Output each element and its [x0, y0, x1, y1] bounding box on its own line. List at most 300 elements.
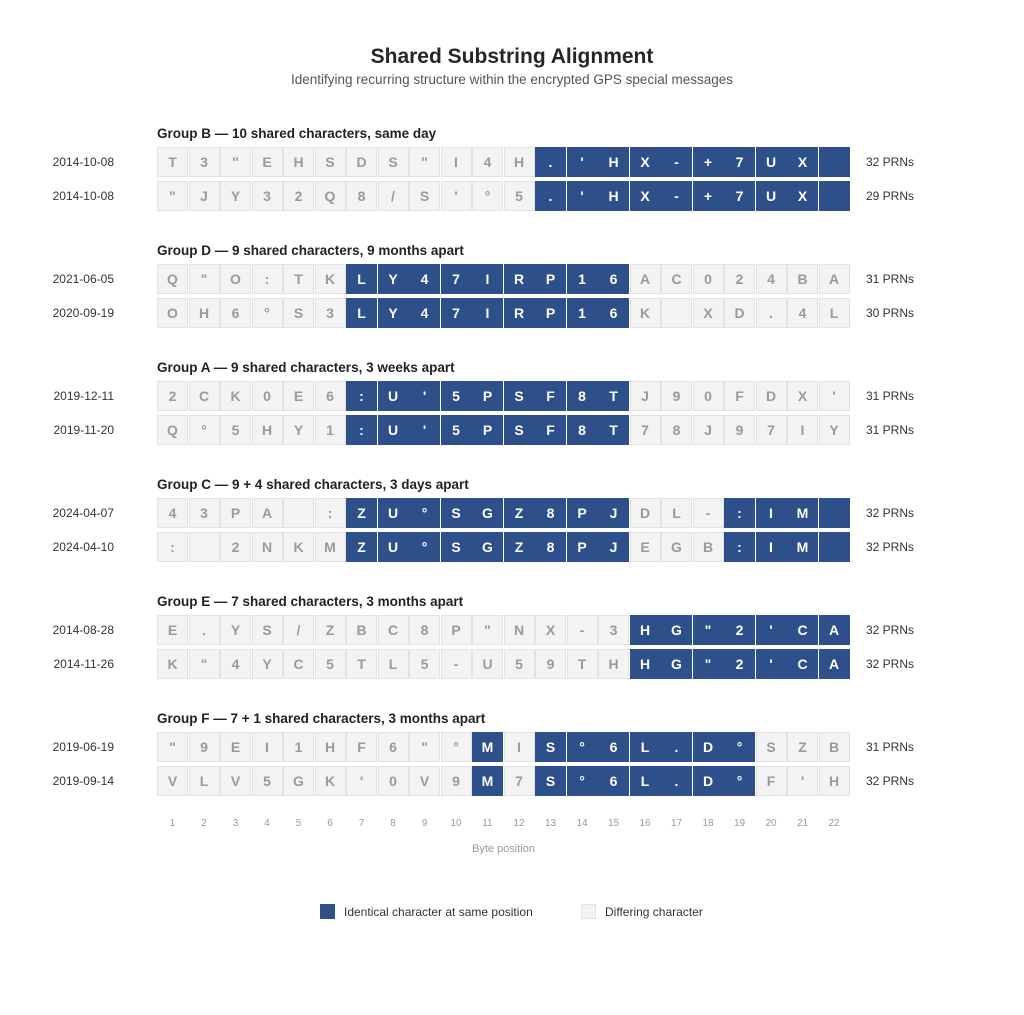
- shared-char-cell: 6: [598, 732, 629, 762]
- diff-char-cell: 9: [189, 732, 220, 762]
- diff-char-cell: 5: [504, 649, 535, 679]
- group-title: Group B — 10 shared characters, same day: [157, 126, 437, 141]
- row-date: 2014-10-08: [52, 155, 114, 169]
- diff-char-cell: Y: [819, 415, 850, 445]
- diff-char-cell: .: [756, 298, 787, 328]
- diff-char-cell: H: [819, 766, 850, 796]
- shared-char-cell: P: [472, 415, 503, 445]
- diff-char-cell: K: [283, 532, 314, 562]
- shared-char-cell: Y: [378, 264, 409, 294]
- shared-char-cell: .: [661, 732, 692, 762]
- diff-char-cell: Q: [315, 181, 346, 211]
- shared-char-cell: S: [441, 532, 472, 562]
- diff-char-cell: ": [189, 649, 220, 679]
- shared-char-cell: I: [472, 264, 503, 294]
- shared-char-cell: C: [787, 615, 818, 645]
- diff-char-cell: 9: [441, 766, 472, 796]
- diff-char-cell: ": [472, 615, 503, 645]
- shared-char-cell: H: [598, 147, 629, 177]
- shared-char-cell: A: [819, 649, 850, 679]
- diff-char-cell: /: [283, 615, 314, 645]
- row-date: 2021-06-05: [52, 272, 114, 286]
- shared-char-cell: :: [724, 498, 755, 528]
- position-tick-label: 14: [576, 818, 588, 829]
- shared-char-cell: A: [819, 615, 850, 645]
- shared-char-cell: L: [630, 732, 661, 762]
- shared-char-cell: 8: [567, 415, 598, 445]
- diff-char-cell: X: [535, 615, 566, 645]
- shared-char-cell: H: [630, 615, 661, 645]
- diff-char-cell: 5: [504, 181, 535, 211]
- shared-char-cell: 7: [441, 264, 472, 294]
- diff-char-cell: 3: [315, 298, 346, 328]
- legend-label-same: Identical character at same position: [344, 904, 533, 919]
- diff-char-cell: F: [756, 766, 787, 796]
- shared-char-cell: ': [567, 181, 598, 211]
- diff-char-cell: 0: [693, 381, 724, 411]
- diff-char-cell: S: [283, 298, 314, 328]
- diff-char-cell: 0: [378, 766, 409, 796]
- diff-char-cell: F: [724, 381, 755, 411]
- diff-char-cell: [283, 498, 314, 528]
- shared-char-cell: 7: [441, 298, 472, 328]
- diff-char-cell: 1: [315, 415, 346, 445]
- position-tick-label: 4: [264, 818, 270, 829]
- row-date: 2019-12-11: [53, 389, 114, 403]
- diff-char-cell: I: [787, 415, 818, 445]
- diff-char-cell: 4: [756, 264, 787, 294]
- diff-char-cell: Y: [283, 415, 314, 445]
- diff-char-cell: T: [157, 147, 188, 177]
- position-tick-label: 11: [482, 818, 493, 829]
- group-title: Group C — 9 + 4 shared characters, 3 days apart: [157, 477, 469, 492]
- diff-char-cell: T: [283, 264, 314, 294]
- diff-char-cell: ": [409, 732, 440, 762]
- shared-char-cell: M: [472, 766, 503, 796]
- shared-char-cell: +: [693, 181, 724, 211]
- diff-char-cell: 3: [598, 615, 629, 645]
- shared-char-cell: ': [756, 649, 787, 679]
- row-prn-count: 32 PRNs: [866, 774, 915, 788]
- diff-char-cell: E: [283, 381, 314, 411]
- shared-char-cell: 1: [567, 298, 598, 328]
- diff-char-cell: [661, 298, 692, 328]
- diff-char-cell: Z: [315, 615, 346, 645]
- diff-char-cell: 4: [787, 298, 818, 328]
- shared-char-cell: U: [378, 532, 409, 562]
- diff-char-cell: ': [819, 381, 850, 411]
- diff-char-cell: [189, 532, 220, 562]
- shared-char-cell: ': [756, 615, 787, 645]
- chart-subtitle: Identifying recurring structure within the encrypted GPS special messages: [291, 72, 733, 87]
- shared-char-cell: 8: [567, 381, 598, 411]
- shared-char-cell: .: [535, 181, 566, 211]
- shared-char-cell: :: [724, 532, 755, 562]
- row-prn-count: 31 PRNs: [866, 740, 915, 754]
- diff-char-cell: I: [504, 732, 535, 762]
- diff-char-cell: 8: [346, 181, 377, 211]
- diff-char-cell: :: [315, 498, 346, 528]
- diff-char-cell: 3: [189, 498, 220, 528]
- shared-char-cell: S: [504, 381, 535, 411]
- shared-char-cell: [819, 147, 850, 177]
- diff-char-cell: ': [346, 766, 377, 796]
- diff-char-cell: 9: [661, 381, 692, 411]
- diff-char-cell: P: [220, 498, 251, 528]
- diff-char-cell: :: [252, 264, 283, 294]
- row-prn-count: 29 PRNs: [866, 189, 915, 203]
- shared-char-cell: P: [535, 298, 566, 328]
- position-tick-label: 10: [450, 818, 462, 829]
- row-date: 2024-04-07: [52, 506, 114, 520]
- diff-char-cell: 3: [252, 181, 283, 211]
- diff-char-cell: N: [252, 532, 283, 562]
- diff-char-cell: L: [378, 649, 409, 679]
- row-prn-count: 30 PRNs: [866, 306, 915, 320]
- shared-char-cell: G: [472, 498, 503, 528]
- diff-char-cell: 3: [189, 147, 220, 177]
- shared-char-cell: 5: [441, 415, 472, 445]
- row-date: 2019-11-20: [53, 423, 114, 437]
- shared-char-cell: G: [661, 649, 692, 679]
- row-prn-count: 32 PRNs: [866, 506, 915, 520]
- shared-char-cell: Z: [504, 498, 535, 528]
- position-tick-label: 15: [607, 818, 620, 829]
- shared-char-cell: U: [378, 498, 409, 528]
- shared-char-cell: I: [756, 498, 787, 528]
- diff-char-cell: 7: [756, 415, 787, 445]
- diff-char-cell: Y: [252, 649, 283, 679]
- row-date: 2014-10-08: [52, 189, 114, 203]
- shared-char-cell: .: [535, 147, 566, 177]
- position-tick-label: 9: [421, 818, 428, 829]
- diff-char-cell: V: [220, 766, 251, 796]
- shared-char-cell: [819, 498, 850, 528]
- diff-char-cell: J: [693, 415, 724, 445]
- shared-char-cell: Z: [346, 498, 377, 528]
- diff-char-cell: 1: [283, 732, 314, 762]
- diff-char-cell: ": [220, 147, 251, 177]
- shared-char-cell: °: [409, 498, 440, 528]
- diff-char-cell: 7: [630, 415, 661, 445]
- diff-char-cell: H: [315, 732, 346, 762]
- position-tick-label: 22: [828, 818, 840, 829]
- diff-char-cell: B: [787, 264, 818, 294]
- shared-char-cell: T: [598, 415, 629, 445]
- position-tick-label: 21: [796, 818, 809, 829]
- shared-char-cell: M: [472, 732, 503, 762]
- shared-char-cell: U: [378, 381, 409, 411]
- diff-char-cell: °: [441, 732, 472, 762]
- row-date: 2020-09-19: [52, 306, 114, 320]
- shared-char-cell: ': [409, 415, 440, 445]
- group-title: Group A — 9 shared characters, 3 weeks apart: [157, 360, 455, 375]
- shared-char-cell: U: [756, 147, 787, 177]
- shared-char-cell: Y: [378, 298, 409, 328]
- shared-char-cell: [819, 181, 850, 211]
- shared-char-cell: 8: [535, 498, 566, 528]
- position-tick-label: 16: [639, 818, 651, 829]
- diff-char-cell: T: [346, 649, 377, 679]
- diff-char-cell: S: [315, 147, 346, 177]
- diff-char-cell: K: [220, 381, 251, 411]
- shared-char-cell: I: [756, 532, 787, 562]
- diff-char-cell: Y: [220, 615, 251, 645]
- diff-char-cell: 5: [315, 649, 346, 679]
- diff-char-cell: E: [157, 615, 188, 645]
- position-tick-label: 8: [390, 818, 396, 829]
- diff-char-cell: S: [756, 732, 787, 762]
- diff-char-cell: B: [819, 732, 850, 762]
- diff-char-cell: O: [220, 264, 251, 294]
- shared-char-cell: 7: [724, 181, 755, 211]
- position-tick-label: 5: [295, 818, 302, 829]
- diff-char-cell: 6: [220, 298, 251, 328]
- diff-char-cell: B: [693, 532, 724, 562]
- position-tick-label: 18: [702, 818, 714, 829]
- diff-char-cell: 6: [378, 732, 409, 762]
- x-axis-label: Byte position: [472, 843, 535, 855]
- shared-char-cell: °: [567, 732, 598, 762]
- diff-char-cell: 5: [220, 415, 251, 445]
- row-prn-count: 31 PRNs: [866, 389, 915, 403]
- diff-char-cell: 7: [504, 766, 535, 796]
- shared-char-cell: F: [535, 381, 566, 411]
- diff-char-cell: 8: [661, 415, 692, 445]
- diff-char-cell: Q: [157, 415, 188, 445]
- diff-char-cell: 2: [283, 181, 314, 211]
- diff-char-cell: A: [819, 264, 850, 294]
- position-tick-label: 3: [232, 818, 239, 829]
- diff-char-cell: 4: [157, 498, 188, 528]
- diff-char-cell: G: [283, 766, 314, 796]
- shared-char-cell: L: [346, 264, 377, 294]
- diff-char-cell: 2: [724, 264, 755, 294]
- diff-char-cell: E: [630, 532, 661, 562]
- shared-char-cell: P: [567, 532, 598, 562]
- diff-char-cell: ': [787, 766, 818, 796]
- diff-char-cell: ': [441, 181, 472, 211]
- shared-char-cell: ": [693, 649, 724, 679]
- diff-char-cell: F: [346, 732, 377, 762]
- diff-char-cell: ": [157, 732, 188, 762]
- shared-char-cell: 8: [535, 532, 566, 562]
- diff-char-cell: E: [220, 732, 251, 762]
- diff-char-cell: 5: [409, 649, 440, 679]
- shared-char-cell: S: [535, 732, 566, 762]
- diff-char-cell: D: [346, 147, 377, 177]
- diff-char-cell: X: [787, 381, 818, 411]
- shared-char-cell: M: [787, 498, 818, 528]
- diff-char-cell: H: [504, 147, 535, 177]
- diff-char-cell: Y: [220, 181, 251, 211]
- shared-char-cell: U: [756, 181, 787, 211]
- shared-char-cell: L: [346, 298, 377, 328]
- shared-char-cell: 2: [724, 615, 755, 645]
- shared-char-cell: Z: [504, 532, 535, 562]
- shared-char-cell: R: [504, 298, 535, 328]
- position-tick-label: 17: [670, 818, 683, 829]
- legend-item-diff: [581, 904, 703, 919]
- shared-char-cell: R: [504, 264, 535, 294]
- position-tick-label: 13: [544, 818, 557, 829]
- shared-char-cell: ': [567, 147, 598, 177]
- group-title: Group E — 7 shared characters, 3 months apart: [157, 594, 464, 609]
- shared-char-cell: S: [441, 498, 472, 528]
- diff-char-cell: S: [252, 615, 283, 645]
- diff-char-cell: -: [441, 649, 472, 679]
- diff-char-cell: V: [157, 766, 188, 796]
- diff-char-cell: S: [378, 147, 409, 177]
- diff-char-cell: K: [157, 649, 188, 679]
- diff-char-cell: H: [252, 415, 283, 445]
- shared-char-cell: [819, 532, 850, 562]
- diff-char-cell: 2: [157, 381, 188, 411]
- row-prn-count: 32 PRNs: [866, 623, 915, 637]
- shared-char-cell: H: [630, 649, 661, 679]
- shared-char-cell: X: [787, 147, 818, 177]
- diff-char-cell: N: [504, 615, 535, 645]
- diff-char-cell: 2: [220, 532, 251, 562]
- position-tick-label: 7: [358, 818, 365, 829]
- diff-char-cell: X: [693, 298, 724, 328]
- shared-char-cell: H: [598, 181, 629, 211]
- diff-char-cell: Q: [157, 264, 188, 294]
- diff-char-cell: K: [315, 766, 346, 796]
- shared-char-cell: °: [567, 766, 598, 796]
- row-date: 2019-06-19: [52, 740, 114, 754]
- diff-char-cell: -: [567, 615, 598, 645]
- diff-char-cell: :: [157, 532, 188, 562]
- diff-char-cell: /: [378, 181, 409, 211]
- diff-char-cell: I: [252, 732, 283, 762]
- row-prn-count: 32 PRNs: [866, 155, 915, 169]
- shared-char-cell: ': [409, 381, 440, 411]
- diff-char-cell: V: [409, 766, 440, 796]
- diff-char-cell: S: [409, 181, 440, 211]
- shared-char-cell: C: [787, 649, 818, 679]
- chart-title: Shared Substring Alignment: [370, 45, 654, 68]
- shared-char-cell: 4: [409, 298, 440, 328]
- diff-char-cell: D: [630, 498, 661, 528]
- shared-char-cell: +: [693, 147, 724, 177]
- diff-char-cell: C: [283, 649, 314, 679]
- diff-char-cell: 9: [724, 415, 755, 445]
- row-prn-count: 31 PRNs: [866, 272, 915, 286]
- diff-char-cell: ": [189, 264, 220, 294]
- legend-item-same: [320, 904, 533, 919]
- diff-char-cell: C: [378, 615, 409, 645]
- diff-char-cell: J: [189, 181, 220, 211]
- diff-char-cell: O: [157, 298, 188, 328]
- shared-char-cell: G: [661, 615, 692, 645]
- shared-char-cell: J: [598, 498, 629, 528]
- shared-char-cell: -: [661, 181, 692, 211]
- diff-char-cell: 4: [220, 649, 251, 679]
- shared-char-cell: S: [535, 766, 566, 796]
- shared-char-cell: U: [378, 415, 409, 445]
- position-tick-label: 20: [765, 818, 777, 829]
- diff-char-cell: P: [441, 615, 472, 645]
- diff-char-cell: L: [661, 498, 692, 528]
- diff-char-cell: J: [630, 381, 661, 411]
- diff-char-cell: C: [661, 264, 692, 294]
- position-tick-label: 19: [733, 818, 746, 829]
- shared-char-cell: I: [472, 298, 503, 328]
- diff-char-cell: L: [819, 298, 850, 328]
- shared-char-cell: L: [630, 766, 661, 796]
- diff-char-cell: E: [252, 147, 283, 177]
- diff-char-cell: C: [189, 381, 220, 411]
- shared-char-cell: :: [346, 381, 377, 411]
- shared-char-cell: P: [567, 498, 598, 528]
- diff-char-cell: D: [724, 298, 755, 328]
- diff-char-cell: T: [567, 649, 598, 679]
- row-date: 2024-04-10: [52, 540, 114, 554]
- diff-char-cell: K: [315, 264, 346, 294]
- diff-char-cell: A: [630, 264, 661, 294]
- diff-char-cell: H: [598, 649, 629, 679]
- diff-char-cell: 4: [472, 147, 503, 177]
- position-tick-label: 6: [327, 818, 333, 829]
- shared-char-cell: F: [535, 415, 566, 445]
- diff-char-cell: H: [283, 147, 314, 177]
- diff-char-cell: ": [409, 147, 440, 177]
- shared-char-cell: 7: [724, 147, 755, 177]
- diff-char-cell: °: [189, 415, 220, 445]
- diff-char-cell: 8: [409, 615, 440, 645]
- row-prn-count: 31 PRNs: [866, 423, 915, 437]
- shared-char-cell: 5: [441, 381, 472, 411]
- shared-char-cell: 1: [567, 264, 598, 294]
- shared-char-cell: X: [630, 181, 661, 211]
- shared-char-cell: °: [409, 532, 440, 562]
- diff-char-cell: D: [756, 381, 787, 411]
- diff-char-cell: U: [472, 649, 503, 679]
- position-tick-label: 1: [169, 818, 176, 829]
- diff-char-cell: K: [630, 298, 661, 328]
- row-prn-count: 32 PRNs: [866, 540, 915, 554]
- shared-char-cell: Z: [346, 532, 377, 562]
- legend-swatch-same: [320, 904, 335, 919]
- diff-char-cell: -: [693, 498, 724, 528]
- diff-char-cell: A: [252, 498, 283, 528]
- diff-char-cell: °: [252, 298, 283, 328]
- diff-char-cell: M: [315, 532, 346, 562]
- diff-char-cell: L: [189, 766, 220, 796]
- position-tick-label: 2: [201, 818, 207, 829]
- diff-char-cell: 0: [252, 381, 283, 411]
- shared-char-cell: 2: [724, 649, 755, 679]
- shared-char-cell: T: [598, 381, 629, 411]
- shared-char-cell: °: [724, 766, 755, 796]
- shared-char-cell: G: [472, 532, 503, 562]
- row-date: 2014-08-28: [52, 623, 114, 637]
- shared-char-cell: P: [535, 264, 566, 294]
- shared-char-cell: X: [630, 147, 661, 177]
- shared-char-cell: 6: [598, 298, 629, 328]
- diff-char-cell: 6: [315, 381, 346, 411]
- diff-char-cell: °: [472, 181, 503, 211]
- diff-char-cell: .: [189, 615, 220, 645]
- position-tick-label: 12: [513, 818, 525, 829]
- shared-char-cell: -: [661, 147, 692, 177]
- group-title: Group F — 7 + 1 shared characters, 3 months apart: [157, 711, 486, 726]
- diff-char-cell: Z: [787, 732, 818, 762]
- shared-char-cell: 6: [598, 264, 629, 294]
- shared-char-cell: .: [661, 766, 692, 796]
- legend-swatch-diff: [581, 904, 596, 919]
